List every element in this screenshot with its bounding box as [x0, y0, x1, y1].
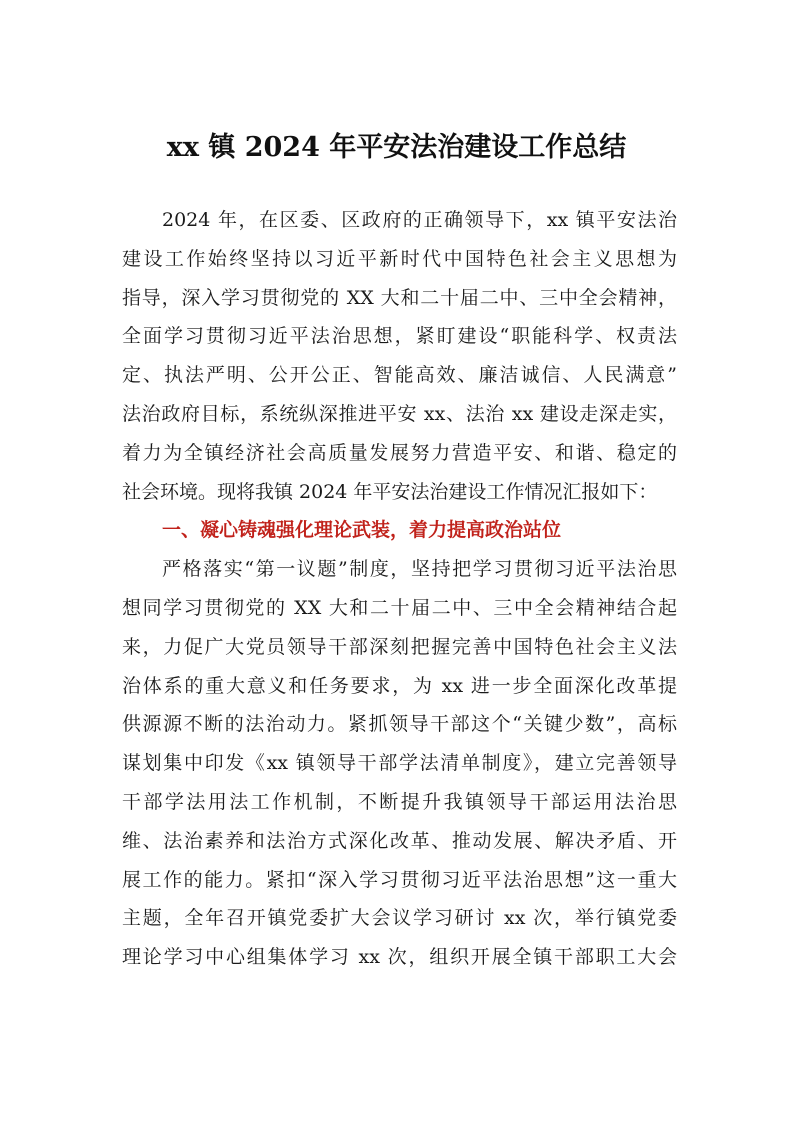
section1-line-7: 干部学法用法工作机制，不断提升我镇领导干部运用法治思 — [122, 790, 677, 813]
section1-line-4: 治体系的重大意义和任务要求，为 xx 进一步全面深化改革提 — [122, 674, 677, 697]
section-heading-1: 一、凝心铸魂强化理论武装，着力提高政治站位 — [162, 519, 562, 542]
section1-line-1: 严格落实“第一议题”制度，坚持把学习贯彻习近平法治思 — [162, 558, 677, 581]
document-body — [122, 201, 677, 977]
section1-line-11: 理论学习中心组集体学习 xx 次，组织开展全镇干部职工大会 — [122, 946, 677, 969]
section1-line-3: 来，力促广大党员领导干部深刻把握完善中国特色社会主义法 — [122, 635, 677, 658]
section1-line-8: 维、法治素养和法治方式深化改革、推动发展、解决矛盾、开 — [122, 829, 677, 852]
intro-line-7: 着力为全镇经济社会高质量发展努力营造平安、和谐、稳定的 — [122, 441, 677, 464]
section1-line-9: 展工作的能力。紧扣“深入学习贯彻习近平法治思想”这一重大 — [122, 868, 677, 891]
intro-line-6: 法治政府目标，系统纵深推进平安 xx、法治 xx 建设走深走实， — [122, 402, 677, 425]
intro-line-1: 2024 年，在区委、区政府的正确领导下，xx 镇平安法治 — [162, 209, 677, 231]
section1-line-5: 供源源不断的法治动力。紧抓领导干部这个“关键少数”，高标 — [122, 713, 677, 736]
intro-line-3: 指导，深入学习贯彻党的 XX 大和二十届二中、三中全会精神， — [122, 286, 677, 309]
section1-line-6: 谋划集中印发《xx 镇领导干部学法清单制度》，建立完善领导 — [122, 752, 677, 775]
intro-line-5: 定、执法严明、公开公正、智能高效、廉洁诚信、人民满意” — [122, 364, 677, 387]
intro-line-4: 全面学习贯彻习近平法治思想，紧盯建设“职能科学、权责法 — [122, 325, 677, 348]
document-title: xx 镇 2024 年平安法治建设工作总结 — [166, 132, 627, 163]
section1-line-10: 主题，全年召开镇党委扩大会议学习研讨 xx 次，举行镇党委 — [122, 907, 677, 930]
intro-line-8: 社会环境。现将我镇 2024 年平安法治建设工作情况汇报如下： — [122, 480, 658, 503]
section1-line-2: 想同学习贯彻党的 XX 大和二十届二中、三中全会精神结合起 — [122, 596, 677, 619]
intro-line-2: 建设工作始终坚持以习近平新时代中国特色社会主义思想为 — [122, 247, 677, 270]
